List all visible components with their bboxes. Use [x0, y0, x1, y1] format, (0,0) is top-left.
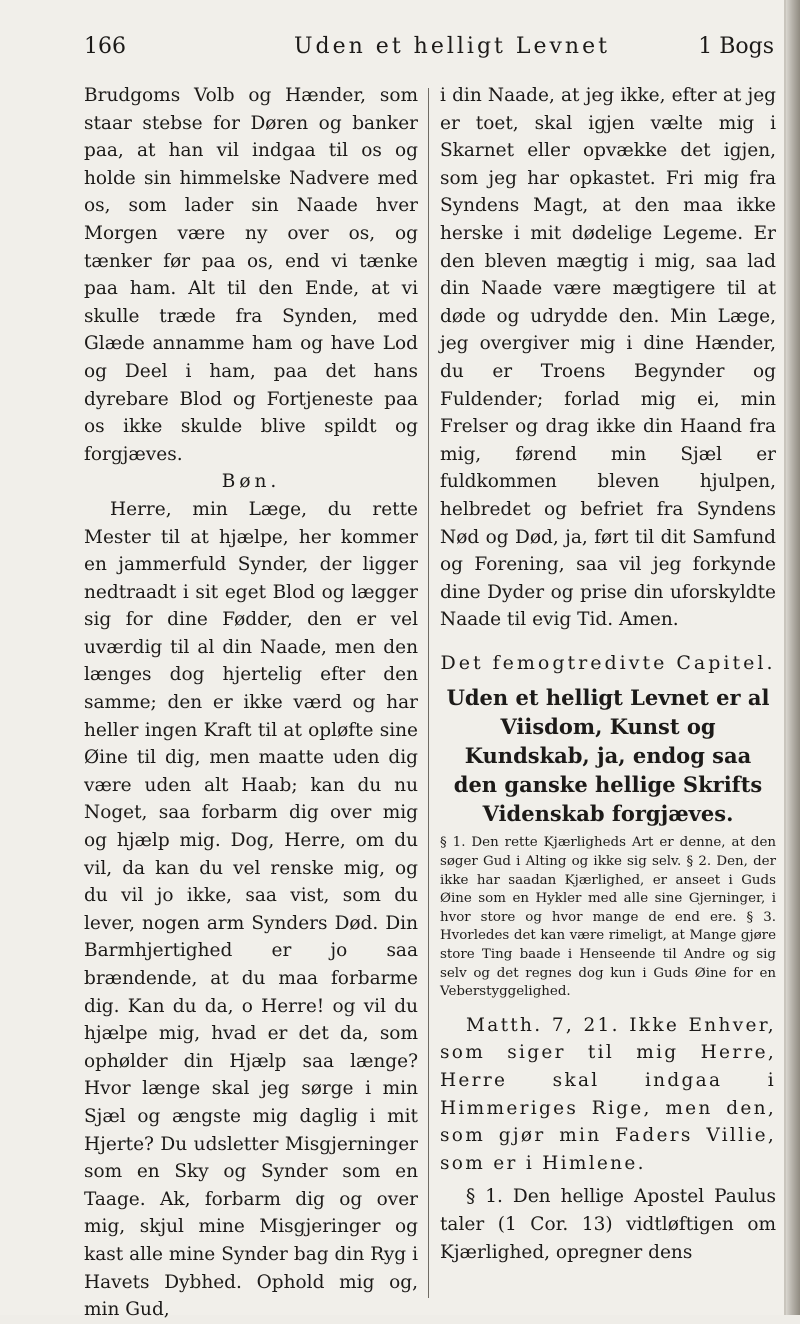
chapter-summary: § 1. Den rette Kjærligheds Art er denne, at den søger Gud i Alting og ikke sig selv. § 2. Den, der ikke har saadan Kjærlighed, er anseet i Guds Øine som en Hykler med alle sine Gjerninger, i hvor store og hvor mange de end ere. § 3. Hvorledes det kan være rimeligt, at Mange gjøre store Ting baade i Henseende til Andre og sig selv og det regnes dog kun i Guds Øine for en Veberstyggelighed.: [440, 835, 776, 1000]
chapter-title: Uden et helligt Levnet er al Viisdom, Kunst og Kundskab, ja, endog saa den ganske hellige Skrifts Videnskab forgjæves.: [446, 685, 770, 827]
chapter-heading: Det femogtredivte Capitel.: [440, 651, 776, 674]
book-edge-shadow: [786, 0, 800, 1315]
scripture-verse: Matth. 7, 21. Ikke Enhver, som siger til mig Herre, Herre skal indgaa i Himmeriges Rige, men den, som gjør min Faders Villie, som er i Himlene.: [440, 1014, 776, 1174]
prayer-paragraph: Herre, min Læge, du rette Mester til at hjælpe, her kommer en jammerfuld Synder, der ligger nedtraadt i sit eget Blod og lægger sig for dine Fødder, den er vel uværdig til al din Naade, men den længes dog hjertelig efter den samme; den er ikke værd og har heller ingen Kraft til at opløfte sine Øine til dig, men maatte uden dig være uden alt Haab; kan du nu Noget, saa forbarm dig over mig og hjælp mig. Dog, Herre, om du vil, da kan du vel renske mig, og du vil jo ikke, saa vist, som du lever, nogen arm Synders Død. Din Barmhjertighed er jo saa brændende, at du maa forbarme dig. Kan du da, o Herre! og vil du hjælpe mig, hvad er det da, som ophølder din Hjælp saa længe? Hvor længe skal jeg sørge i min Sjæl og ængste mig daglig i mit Hjerte? Du udsletter Misgjerninger som en Sky og Synder som en Taage. Ak, forbarm dig og over mig, skjul mine Misgjeringer og kast alle mine Synder bag din Ryg i Havets Dybhed. Ophold mig og, min Gud,: [84, 498, 418, 1321]
section-1-paragraph: § 1. Den hellige Apostel Paulus taler (1 Cor. 13) vidtløftigen om Kjærlighed, opregner dens: [440, 1186, 776, 1263]
left-column: [84, 82, 418, 1324]
prayer-heading: Bøn.: [221, 471, 281, 493]
column-divider: [428, 88, 429, 1298]
right-column: [440, 82, 776, 1266]
book-signature: 1 Bogs: [698, 34, 774, 59]
page-number: 166: [84, 34, 126, 59]
right-paragraph-1: i din Naade, at jeg ikke, efter at jeg er toet, skal igjen vælte mig i Skarnet eller opvække det igjen, som jeg har opkastet. Fri mig fra Syndens Magt, at den maa ikke herske i mit dødelige Legeme. Er den bleven mægtig i mig, saa lad din Naade være mægtigere til at døde og udrydde den. Min Læge, jeg overgiver mig i dine Hænder, du er Troens Begynder og Fuldender; forlad mig ei, min Frelser og drag ikke din Haand fra mig, førend min Sjæl er fuldkommen bleven hjulpen, helbredet og befriet fra Syndens Nød og Død, ja, ført til dit Samfund og Forening, saa vil jeg forkynde dine Dyder og prise din uforskyldte Naade til evig Tid. Amen.: [440, 85, 776, 631]
left-paragraph-1: Brudgoms Volb og Hænder, som staar stebse for Døren og banker paa, at han vil indgaa til os og holde sin himmelske Nadvere med os, som lader sin Naade hver Morgen være ny over os, og tænker før paa os, end vi tænke paa ham. Alt til den Ende, at vi skulle træde fra Synden, med Glæde annamme ham og have Lod og Deel i ham, paa det hans dyrebare Blod og Fortjeneste paa os ikke skulde blive spildt og forgjæves.: [84, 85, 418, 465]
running-title: Uden et helligt Levnet: [294, 34, 610, 59]
running-header: [84, 34, 774, 68]
